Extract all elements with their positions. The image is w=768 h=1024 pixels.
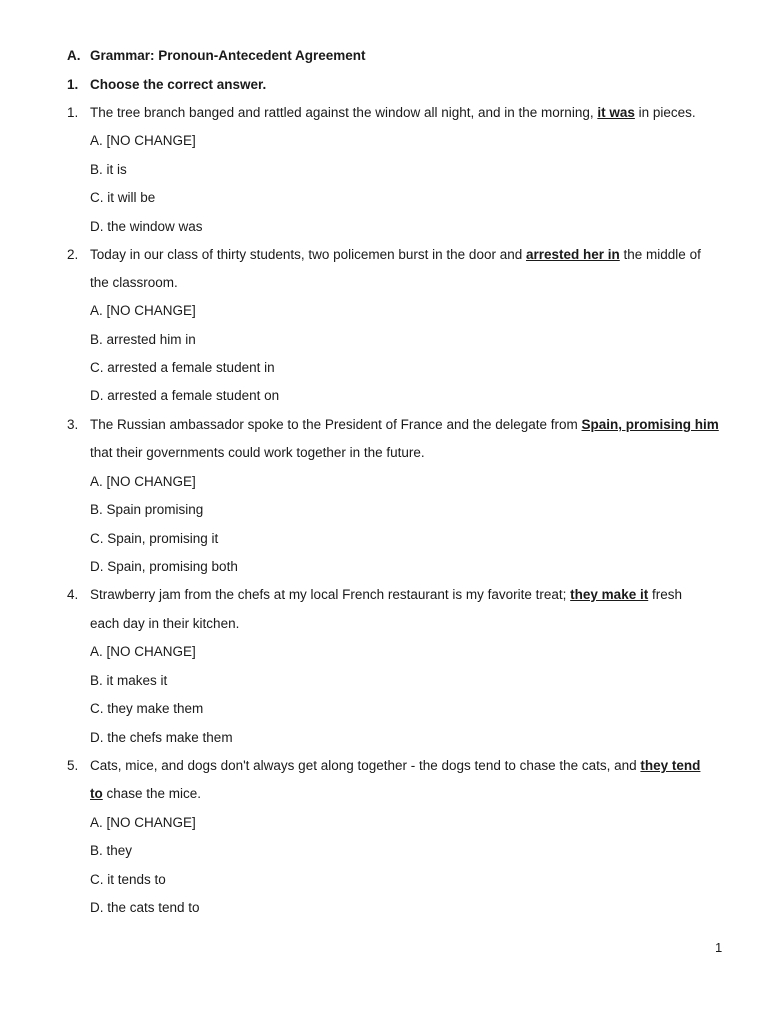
question-text: Strawberry jam from the chefs at my local French restaurant is my favorite treat; they make it fresh [90, 587, 682, 602]
question-number: 2. [67, 247, 79, 262]
question-number: 3. [67, 417, 79, 432]
underlined-phrase: to [90, 786, 103, 801]
subsection-title: Choose the correct answer. [90, 77, 267, 92]
question-text: Cats, mice, and dogs don't always get along together - the dogs tend to chase the cats, and they tend [90, 758, 701, 773]
question-number: 1. [67, 105, 79, 120]
subsection-number: 1. [67, 77, 79, 92]
question-text: Today in our class of thirty students, two policemen burst in the door and arrested her in the middle of [90, 247, 701, 262]
question-number: 4. [67, 587, 79, 602]
underlined-phrase: they make it [570, 587, 649, 602]
underlined-phrase: they tend [640, 758, 701, 773]
question-text: The tree branch banged and rattled against the window all night, and in the morning, it was in pieces. [90, 105, 696, 120]
question-number: 5. [67, 758, 79, 773]
page-number: 1 [715, 940, 723, 955]
section-title: Grammar: Pronoun-Antecedent Agreement [90, 48, 366, 63]
question-text: The Russian ambassador spoke to the President of France and the delegate from Spain, promising him [90, 417, 719, 432]
underlined-phrase: arrested her in [525, 247, 620, 262]
underlined-phrase: it was [597, 105, 635, 120]
document-page: A. Grammar: Pronoun-Antecedent Agreement 1. Choose the correct answer. 1. The tree branch banged and rattled against the window all night, and in the morning, it was in pieces. A. [NO CHANGE] B. it is C. it will be D. the window was 2. Today in our class of thirty students, two policemen burst in the door and arrested her in the middle of the classroom. A. [NO CHANGE] B. arrested him in C. arrested a female student in D. arrested a female student on 3. The Russian ambassador spoke to the President of France and the delegate from Spain, promising him that their governments could work together in the future. A. [NO CHANGE] B. Spain promising C. Spain, promising it D. Spain, promising both 4. Strawberry jam from the chefs at my local French restaurant is my favorite treat; they make it fresh each day in their kitchen. A. [NO CHANGE] B. it makes it C. they make them D. the chefs make them 5. Cats, mice, and dogs don't always get along together - the dogs tend to chase the cats, and they tend to chase the mice. A. [NO CHANGE] B. they C. it tends to D. the cats tend to 1 [67, 48, 723, 955]
section-letter: A. [67, 48, 81, 63]
underlined-phrase: Spain, promising him [581, 417, 719, 432]
